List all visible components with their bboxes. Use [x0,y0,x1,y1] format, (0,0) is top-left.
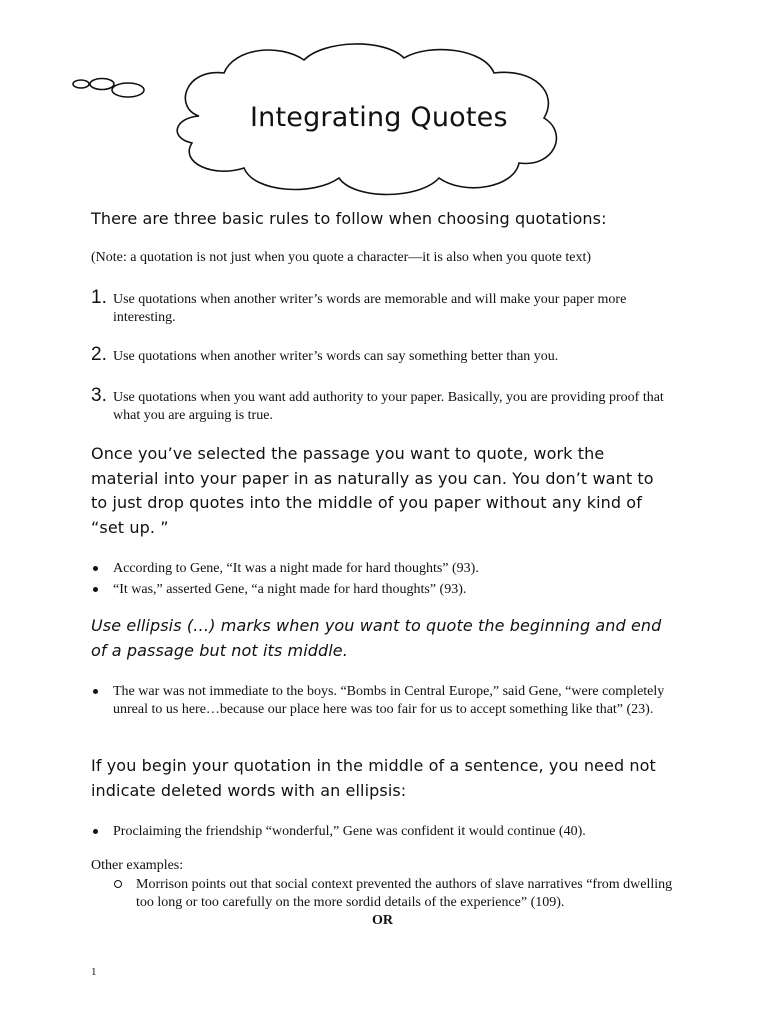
bullet-icon [93,689,98,694]
other-examples-label: Other examples: [91,858,184,873]
rule-text: Use quotations when you want add authority to your paper. Basically, you are providing proof that what you are arguing is true. [113,390,664,423]
page-number: 1 [91,966,97,978]
rule-text: Use quotations when another writer’s words are memorable and will make your paper more interesting. [113,292,627,325]
example-text: According to Gene, “It was a night made for hard thoughts” (93). [113,561,479,576]
rule-number: 3. [91,385,107,406]
example-list-2 [91,683,681,722]
example-list-3 [91,823,681,844]
list-item [91,823,681,841]
note-text: (Note: a quotation is not just when you quote a character—it is also when you quote text) [91,250,591,265]
heading-select-passage: Once you’ve selected the passage you want to quote, work the material into your paper in as naturally as you can. You don’t want to to just drop quotes into the middle of you paper without any kind of “set up. ” [91,444,654,537]
bullet-icon [93,566,98,571]
rule-number: 1. [91,287,107,308]
heading-middle-sentence: If you begin your quotation in the middle of a sentence, you need not indicate deleted words with an ellipsis: [91,756,656,800]
bullet-icon [93,829,98,834]
circle-bullet-icon [114,880,122,888]
list-item [91,560,681,578]
example-text: Proclaiming the friendship “wonderful,” Gene was confident it would continue (40). [113,824,586,839]
bullet-icon [93,587,98,592]
example-list-1 [91,560,681,602]
rule-text: Use quotations when another writer’s words can say something better than you. [113,349,559,364]
or-label: OR [372,913,393,928]
heading-ellipsis: Use ellipsis (…) marks when you want to quote the beginning and end of a passage but not its middle. [91,616,662,660]
example-text: “It was,” asserted Gene, “a night made for hard thoughts” (93). [113,582,467,597]
page-title: Integrating Quotes [250,102,508,133]
list-item [91,581,681,599]
sub-example-text: Morrison points out that social context prevented the authors of slave narratives “from dwelling too long or too carefully on the more sordid details of the experience” (109). [136,877,673,910]
rule-number: 2. [91,344,107,365]
example-text: The war was not immediate to the boys. “Bombs in Central Europe,” said Gene, “were completely unreal to us here…because our place here was too fair for us to accept something like that” (23). [113,684,665,717]
list-item [91,683,681,719]
heading-three-rules: There are three basic rules to follow when choosing quotations: [91,209,607,228]
